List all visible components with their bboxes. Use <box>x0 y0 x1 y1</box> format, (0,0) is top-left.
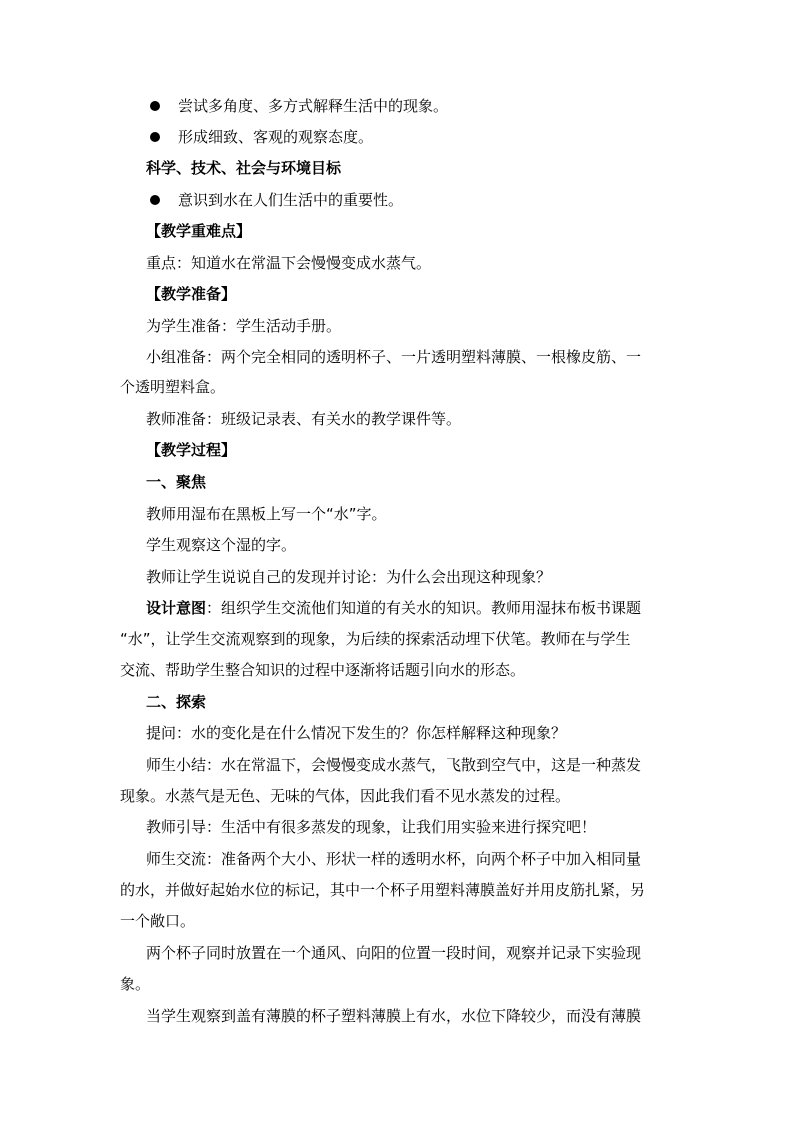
design-intent-line <box>146 598 706 618</box>
placement-line: 两个杯子同时放置在一个通风、向阳的位置一段时间，观察并记录下实验现 <box>146 944 642 962</box>
bullet-icon <box>150 195 160 205</box>
objective-item: 尝试多角度、多方式解释生活中的现象。 <box>178 97 449 115</box>
process-heading: 【教学过程】 <box>146 441 237 459</box>
placement-line: 象。 <box>120 975 151 993</box>
key-points-heading: 【教学重难点】 <box>146 222 252 240</box>
design-intent-label: 设计意图 <box>146 599 207 617</box>
summary-line: 师生小结：水在常温下，会慢慢变成水蒸气，飞散到空气中，这是一种蒸发 <box>146 756 642 774</box>
explore-heading: 二、探索 <box>146 693 207 711</box>
design-intent-line: “水”，让学生交流观察到的现象，为后续的探索活动埋下伏笔。教师在与学生 <box>120 630 631 648</box>
focus-paragraph: 教师让学生说说自己的发现并讨论：为什么会出现这种现象？ <box>146 568 552 586</box>
objective-item: 形成细致、客观的观察态度。 <box>178 128 374 146</box>
sts-heading: 科学、技术、社会与环境目标 <box>146 159 342 177</box>
summary-line: 现象。水蒸气是无色、无味的气体，因此我们看不见水蒸发的过程。 <box>120 787 571 805</box>
exchange-line: 师生交流：准备两个大小、形状一样的透明水杯，向两个杯子中加入相同量 <box>146 850 642 868</box>
bullet-icon <box>150 132 160 142</box>
prep-group-line: 小组准备：两个完全相同的透明杯子、一片透明塑料薄膜、一根橡皮筋、一 <box>146 348 642 366</box>
prep-heading: 【教学准备】 <box>146 285 237 303</box>
focus-paragraph: 学生观察这个湿的字。 <box>146 536 297 554</box>
observation-line: 当学生观察到盖有薄膜的杯子塑料薄膜上有水，水位下降较少，而没有薄膜 <box>146 1007 642 1025</box>
explore-question: 提问：水的变化是在什么情况下发生的？你怎样解释这种现象？ <box>146 724 567 742</box>
prep-group-line: 个透明塑料盒。 <box>120 378 226 396</box>
prep-student: 为学生准备：学生活动手册。 <box>146 317 342 335</box>
guide-paragraph: 教师引导：生活中有很多蒸发的现象，让我们用实验来进行探究吧！ <box>146 818 597 836</box>
exchange-line: 的水，并做好起始水位的标记，其中一个杯子用塑料薄膜盖好并用皮筋扎紧，另 <box>120 881 646 899</box>
design-intent-line: 交流、帮助学生整合知识的过程中逐渐将话题引向水的形态。 <box>120 661 526 679</box>
objective-item: 意识到水在人们生活中的重要性。 <box>178 191 404 209</box>
bullet-icon <box>150 101 160 111</box>
focus-paragraph: 教师用湿布在黑板上写一个“水”字。 <box>146 505 387 523</box>
design-intent-text: ：组织学生交流他们知道的有关水的知识。教师用湿抹布板书课题 <box>206 599 642 617</box>
prep-teacher: 教师准备：班级记录表、有关水的教学课件等。 <box>146 410 462 428</box>
key-points-text: 重点：知道水在常温下会慢慢变成水蒸气。 <box>146 254 432 272</box>
exchange-line: 一个敞口。 <box>120 912 196 930</box>
focus-heading: 一、聚焦 <box>146 473 207 491</box>
